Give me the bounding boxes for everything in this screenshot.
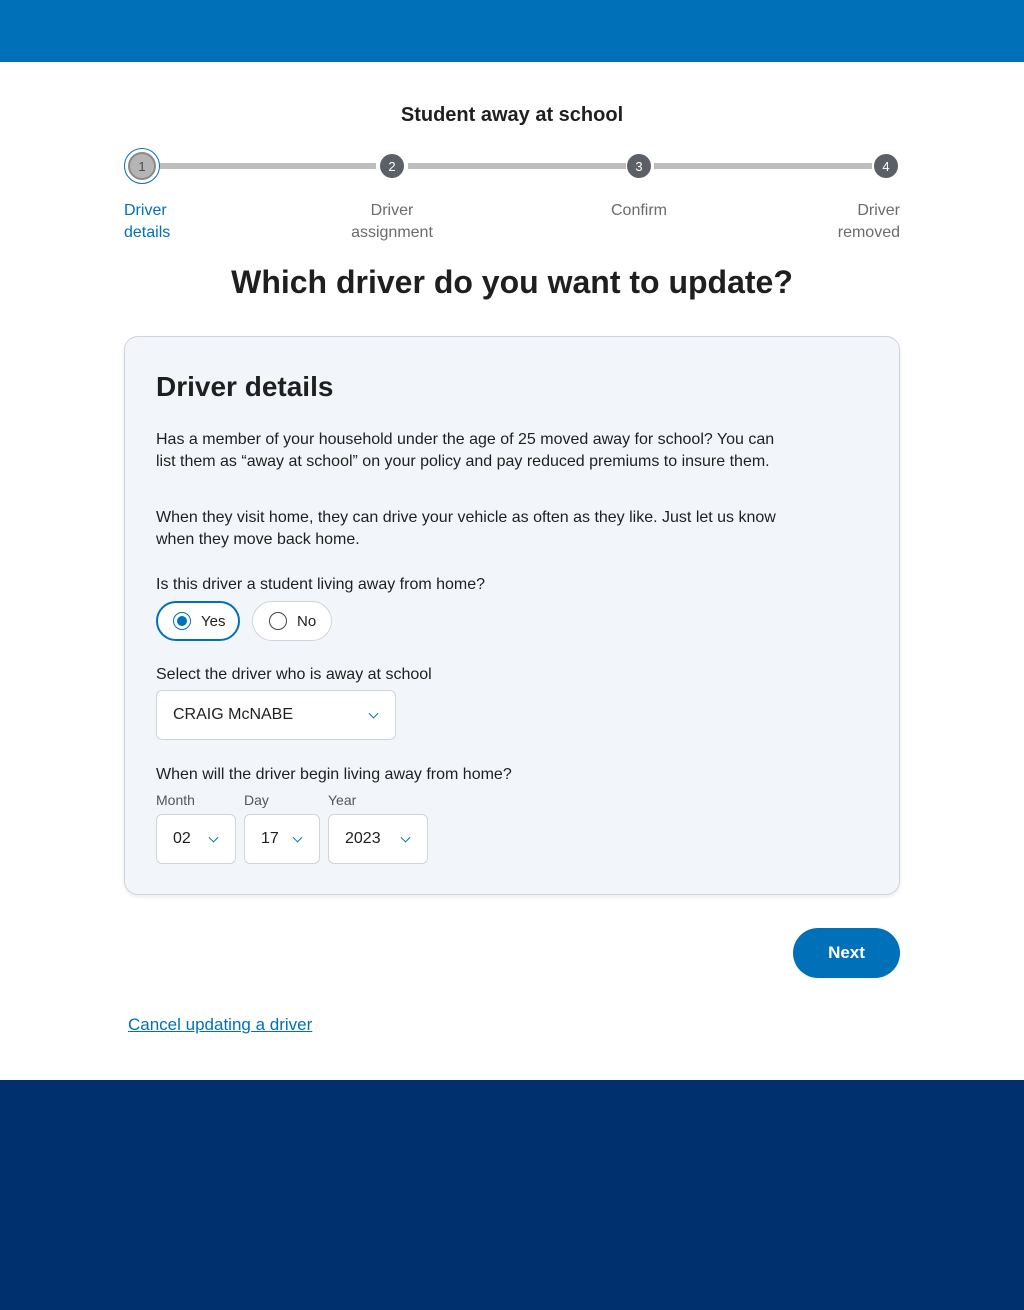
step-3-label-line: Confirm [610,202,667,219]
driver-select[interactable] [156,690,396,740]
month-label: Month [156,792,195,808]
page-heading: Which driver do you want to update? [231,264,793,300]
chevron-down-icon [293,833,303,843]
step-1-label [124,200,170,244]
step-1-label-line: Driver [124,202,167,219]
chevron-down-icon [401,833,411,843]
card-title: Driver details [156,371,334,402]
cancel-updating-driver-link[interactable]: Cancel updating a driver [128,1015,313,1034]
year-select[interactable] [328,814,428,864]
page-footer [0,1080,1024,1310]
no-radio-label: No [297,612,317,630]
step-2-indicator: 2 [380,154,404,178]
step-3-label [579,200,699,222]
flow-title: Student away at school [400,104,624,126]
day-select[interactable] [244,814,320,864]
student-question-label: Is this driver a student living away from home? [156,576,486,593]
year-select-value: 2023 [345,830,381,847]
chevron-down-icon [369,709,379,719]
yes-radio-label: Yes [201,612,226,630]
month-select[interactable] [156,814,236,864]
driver-details-card [124,336,900,895]
step-1-indicator [124,148,160,184]
step-1-label-line: details [124,224,171,241]
step-3-indicator: 3 [627,154,651,178]
next-button[interactable]: Next [793,928,900,978]
step-4-label-line: Driver [857,202,900,219]
progress-stepper [124,148,900,248]
visit-home-paragraph: When they visit home, they can drive your vehicle as often as they like. Just let us know when they move back home. [156,509,776,548]
radio-unselected-icon [269,612,287,630]
step-2-label-line: assignment [351,224,433,241]
intro-paragraph: Has a member of your household under the age of 25 moved away for school? You can list them as “away at school” on your policy and pay reduced premiums to insure them. [156,431,775,470]
day-select-value: 17 [261,830,279,847]
step-2-label [332,200,452,244]
month-select-value: 02 [173,830,191,847]
year-label: Year [328,792,357,808]
step-4-label-line: removed [837,224,900,241]
step-4-indicator: 4 [874,154,898,178]
step-1-number: 1 [128,152,156,180]
step-connector [654,163,872,169]
day-label: Day [244,792,269,808]
step-2-label-line: Driver [370,202,414,219]
radio-selected-icon [173,612,191,630]
date-question-label: When will the driver begin living away from home? [156,766,512,783]
step-4-label [838,200,900,244]
yes-radio-option[interactable] [156,601,240,641]
top-header-bar [0,0,1024,62]
step-connector [160,163,376,169]
driver-select-label: Select the driver who is away at school [156,666,432,683]
driver-select-value: CRAIG McNABE [173,706,294,723]
chevron-down-icon [209,833,219,843]
no-radio-option[interactable] [252,601,332,641]
step-connector [408,163,626,169]
